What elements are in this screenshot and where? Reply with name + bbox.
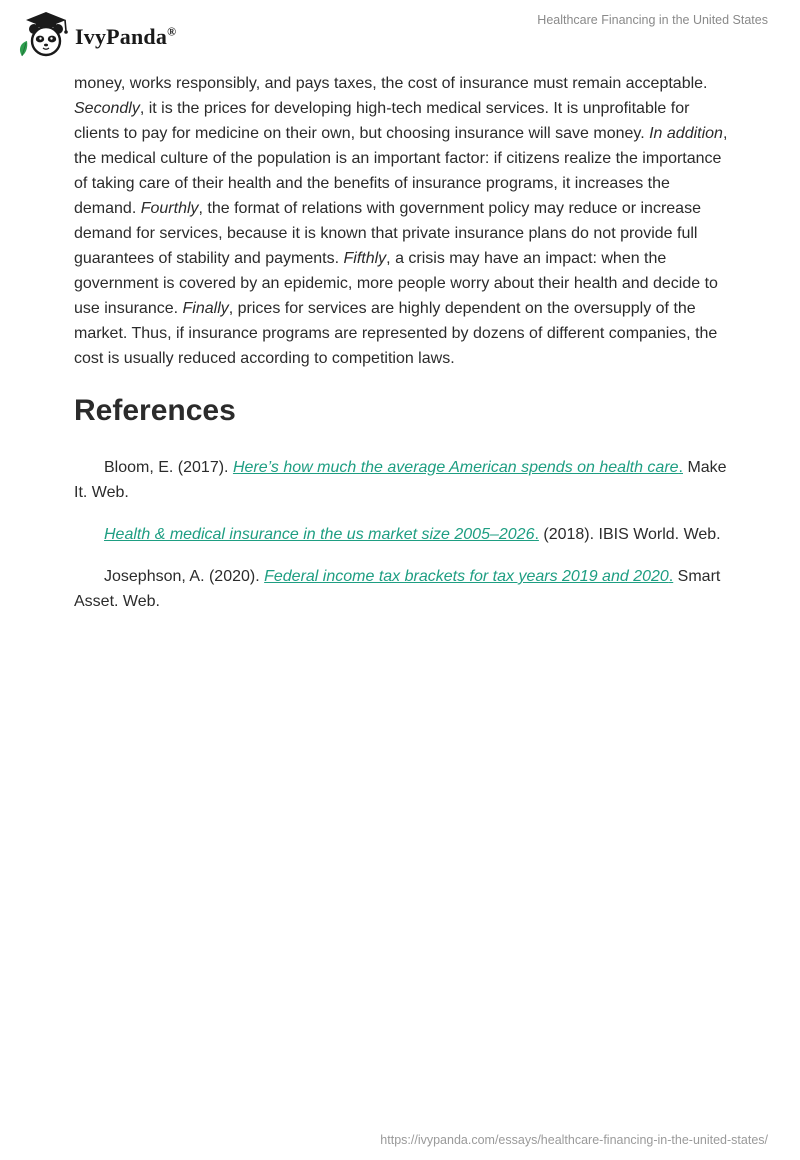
reference-link[interactable]: Federal income tax brackets for tax years 2019 and 2020. — [264, 568, 674, 585]
paragraph-text: , prices for services are highly dependent on the oversupply of the market. Thus, if insurance programs are represented by dozens of different companies, the cost is usually reduced according to competition laws. — [74, 300, 718, 367]
emphasis-text: Fourthly — [140, 200, 199, 217]
emphasis-text: In addition — [649, 125, 723, 142]
paragraph-text: money, works responsibly, and pays taxes, the cost of insurance must remain acceptable. — [74, 75, 708, 92]
brand-name: IvyPanda® — [75, 24, 177, 49]
leaf-icon — [20, 41, 27, 56]
essay-content — [74, 71, 734, 614]
references-heading: References — [74, 394, 236, 427]
paragraph-text: , the medical culture of the population is an important factor: if citizens realize the importance of taking care of their health and the benefits of insurance programs, it increases the demand. — [74, 125, 728, 217]
body-paragraph — [74, 71, 734, 371]
site-logo[interactable] — [14, 10, 176, 60]
reference-item: Bloom, E. (2017). Here’s how much the average American spends on health care. Make It. Web. — [74, 459, 727, 501]
emphasis-text: Finally — [182, 300, 229, 317]
registered-mark: ® — [167, 24, 177, 39]
reference-link[interactable]: Health & medical insurance in the us market size 2005–2026. — [104, 526, 539, 543]
paragraph-text: , a crisis may have an impact: when the government is covered by an epidemic, more people worry about their health and decide to use insurance. — [74, 250, 718, 317]
panda-graduation-cap-logo-icon — [14, 10, 74, 60]
paragraph-text: , it is the prices for developing high-tech medical services. It is unprofitable for clients to pay for medicine on their own, but choosing insurance will save money. — [74, 100, 690, 142]
emphasis-text: Fifthly — [343, 250, 387, 267]
reference-item: Josephson, A. (2020). Federal income tax brackets for tax years 2019 and 2020. Smart Asset. Web. — [74, 568, 721, 610]
reference-item: Health & medical insurance in the us market size 2005–2026. (2018). IBIS World. Web. — [104, 526, 721, 543]
running-title: Healthcare Financing in the United States — [537, 13, 768, 27]
reference-link[interactable]: Here’s how much the average American spends on health care. — [232, 459, 683, 476]
footer-url[interactable]: https://ivypanda.com/essays/healthcare-financing-in-the-united-states/ — [380, 1133, 768, 1147]
emphasis-text: Secondly — [74, 100, 140, 117]
paragraph-text: , the format of relations with government policy may reduce or increase demand for services, because it is known that private insurance plans do not provide full guarantees of stability and payments. — [74, 200, 701, 267]
